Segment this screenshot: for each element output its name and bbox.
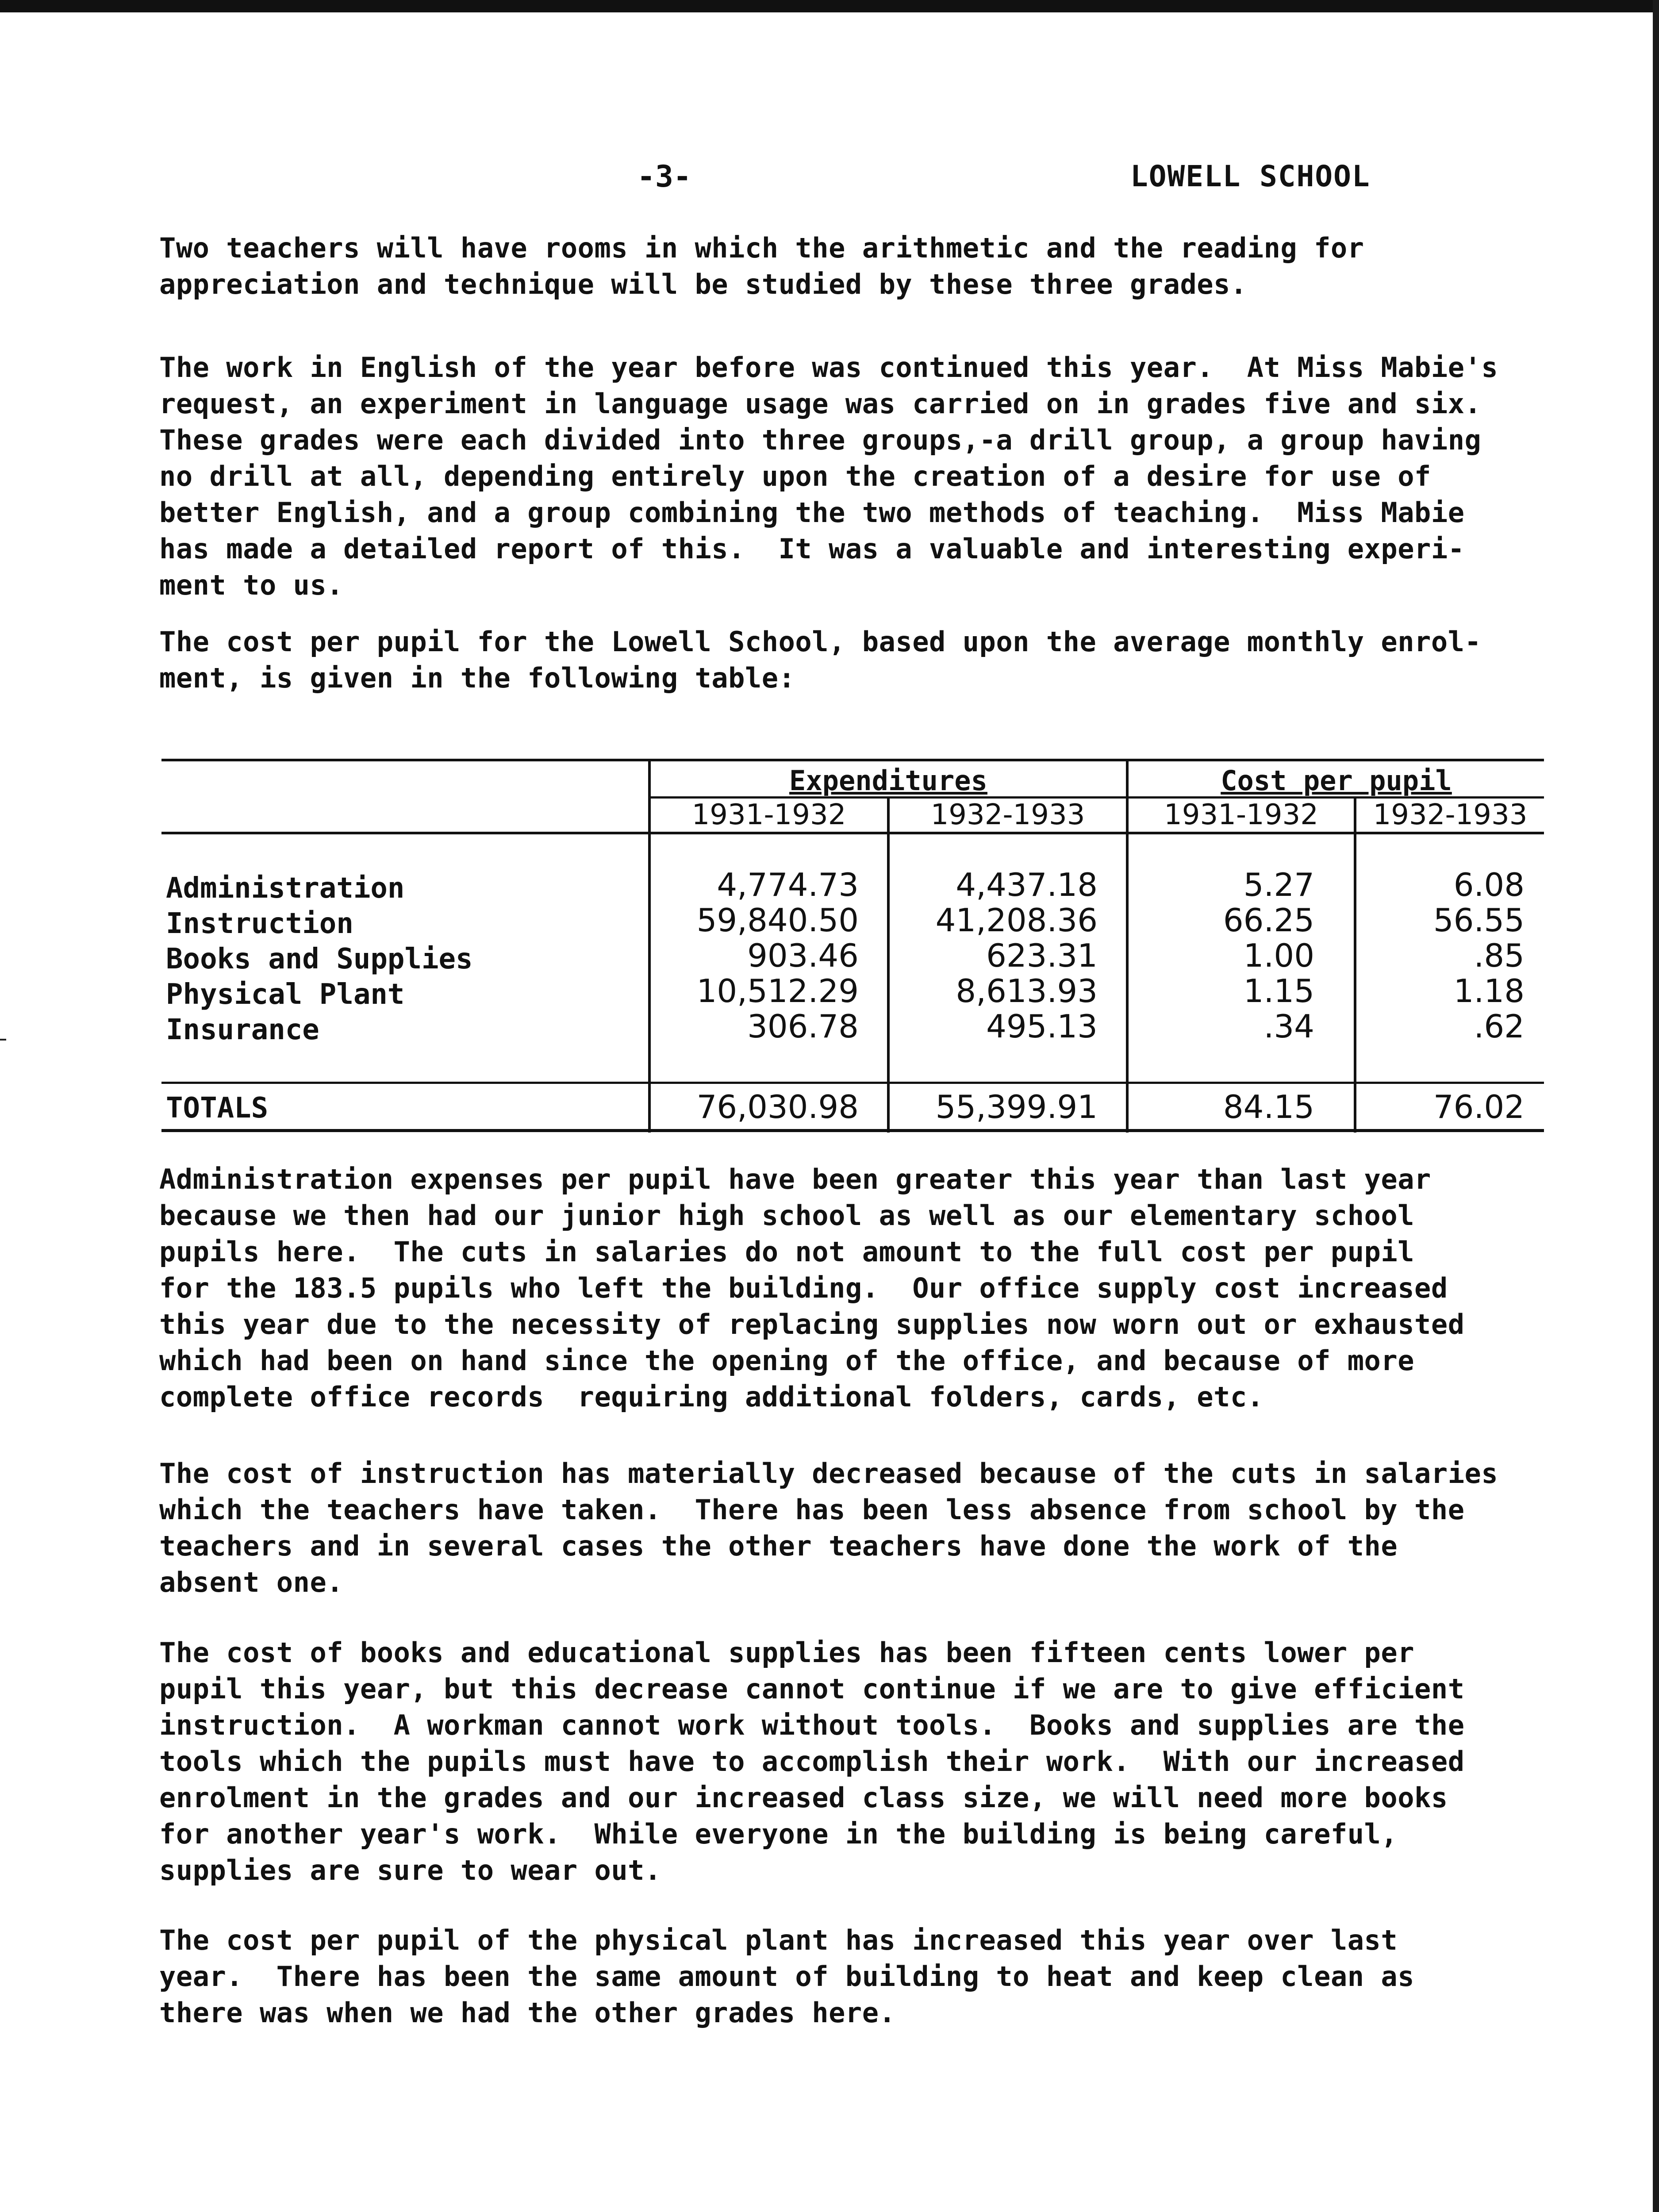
paragraph-administration-expenses: Administration expenses per pupil have been greater this year than last year because we then had our junior high school as well as our elementary school pupils here. The cuts in salaries do not amount to the full cost per pupil for the 183.5 pupils who left the building. Our office supply cost increased this year due to the necessity of replacing supplies now worn out or exhausted which had been on hand since the opening of the office, and because of more complete office records requiring additional folders, cards, etc. <box>159 1163 1465 1413</box>
cell-admin-cost-1931: 5.27 <box>1243 866 1314 903</box>
cell-instr-exp-1931: 59,840.50 <box>696 902 859 939</box>
paragraph-books-supplies: The cost of books and educational supplies has been fifteen cents lower per pupil this year, but this decrease cannot continue if we are to give efficient instruction. A workman cannot work without tools. Books and supplies are the tools which the pupils must have to accomplish their work. With our increased enrolment in the grades and our increased class size, we will need more books for another year's work. While everyone in the building is being careful, supplies are sure to wear out. <box>159 1636 1465 1886</box>
year-exp-1931: 1931-1932 <box>691 799 846 831</box>
header-cost-per-pupil: Cost per pupil <box>1221 764 1452 797</box>
table-bottom-rule <box>161 1129 1544 1132</box>
cell-plant-exp-1932: 8,613.93 <box>956 972 1098 1010</box>
scan-top-border <box>0 0 1659 12</box>
year-cost-1931: 1931-1932 <box>1164 799 1318 831</box>
cell-total-cost-1932: 76.02 <box>1433 1088 1525 1125</box>
row-label-books-supplies: Books and Supplies <box>166 943 473 975</box>
cell-insur-exp-1932: 495.13 <box>986 1008 1098 1045</box>
page-header-title: LOWELL SCHOOL <box>1130 159 1371 193</box>
cell-plant-exp-1931: 10,512.29 <box>696 972 859 1010</box>
cost-per-pupil-table <box>161 752 1544 1141</box>
paragraph-table-intro: The cost per pupil for the Lowell School, based upon the average monthly enrol- ment, is given in the following table: <box>159 626 1482 694</box>
cell-admin-exp-1932: 4,437.18 <box>956 866 1098 903</box>
cell-plant-cost-1932: 1.18 <box>1453 972 1525 1010</box>
year-cost-1932: 1932-1933 <box>1373 799 1528 831</box>
cell-admin-cost-1932: 6.08 <box>1453 866 1525 903</box>
paragraph-english-experiment: The work in English of the year before was continued this year. At Miss Mabie's request, an experiment in language usage was carried on in grades five and six. These grades were each divided into three groups,-a drill group, a group having no drill at all, depending entirely upon the creation of a desire for use of better English, and a group combining the two methods of teaching. Miss Mabie has made a detailed report of this. It was a valuable and interesting experi- ment to us. <box>159 351 1498 601</box>
cell-instr-cost-1932: 56.55 <box>1433 902 1525 939</box>
paragraph-instruction-cost: The cost of instruction has materially decreased because of the cuts in salaries which the teachers have taken. There has been less absence from school by the teachers and in several cases the other teachers have done the work of the absent one. <box>159 1457 1498 1598</box>
cell-instr-exp-1932: 41,208.36 <box>935 902 1098 939</box>
cell-insur-cost-1932: .62 <box>1474 1008 1525 1045</box>
row-label-totals: TOTALS <box>166 1092 269 1125</box>
table-header-rule <box>161 832 1544 834</box>
cell-books-exp-1932: 623.31 <box>986 937 1098 974</box>
cell-admin-exp-1931: 4,774.73 <box>717 866 859 903</box>
table-totals-rule <box>161 1082 1544 1084</box>
cell-total-exp-1931: 76,030.98 <box>696 1088 859 1125</box>
cell-total-cost-1931: 84.15 <box>1223 1088 1314 1125</box>
table-top-rule <box>161 759 1544 761</box>
scan-right-border <box>1653 0 1659 2212</box>
page-number: -3- <box>637 159 691 194</box>
cell-books-cost-1932: .85 <box>1474 937 1525 974</box>
cell-total-exp-1932: 55,399.91 <box>935 1088 1098 1125</box>
row-label-physical-plant: Physical Plant <box>166 978 405 1011</box>
cell-books-cost-1931: 1.00 <box>1243 937 1314 974</box>
header-expenditures: Expenditures <box>789 764 987 797</box>
scan-edge-mark <box>0 1039 6 1041</box>
row-label-instruction: Instruction <box>166 907 353 940</box>
row-label-insurance: Insurance <box>166 1014 319 1046</box>
row-label-administration: Administration <box>166 872 405 905</box>
paragraph-physical-plant: The cost per pupil of the physical plant has increased this year over last year. There has been the same amount of building to heat and keep clean as there was when we had the other grades here. <box>159 1924 1415 2029</box>
cell-instr-cost-1931: 66.25 <box>1223 902 1314 939</box>
cell-insur-cost-1931: .34 <box>1263 1008 1314 1045</box>
cell-insur-exp-1931: 306.78 <box>747 1008 859 1045</box>
cell-plant-cost-1931: 1.15 <box>1243 972 1314 1010</box>
cell-books-exp-1931: 903.46 <box>747 937 859 974</box>
year-exp-1932: 1932-1933 <box>930 799 1085 831</box>
paragraph-teachers-rooms: Two teachers will have rooms in which the arithmetic and the reading for appreciation and technique will be studied by these three grades. <box>159 232 1364 300</box>
